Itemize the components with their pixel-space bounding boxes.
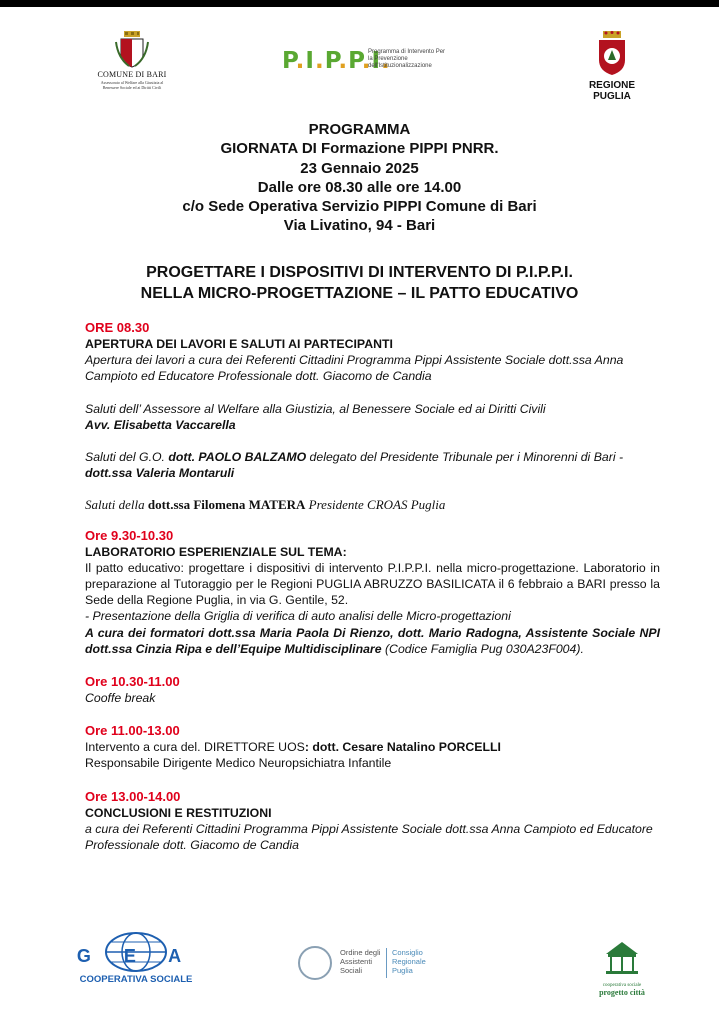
- citta-name-text: progetto città: [599, 988, 645, 997]
- session-paragraph: - Presentazione della Griglia di verifica di auto analisi delle Micro-progettazioni: [85, 609, 511, 624]
- greeting-croas-text: Saluti della: [85, 497, 148, 513]
- session-conclusions: [85, 788, 660, 854]
- session-paragraph: Cooffe break: [85, 691, 156, 706]
- trainers-text: A cura dei formatori dott.ssa Maria Paola Di Rienzo, dott. Mario Radogna, Assistente Sociale NPI dott.ssa Cinzia Ripa e dell’Equipe Multidisciplinare: [85, 625, 660, 656]
- header-programma: PROGRAMMA: [308, 121, 411, 138]
- regione-puglia-logo: [572, 30, 652, 102]
- session-laboratory: [85, 527, 660, 657]
- session-time: Ore 11.00-13.00: [85, 723, 180, 739]
- session-time: ORE 08.30: [85, 320, 150, 335]
- bari-logo-name: COMUNE DI BARI: [97, 70, 167, 79]
- citta-small-text: cooperativa sociale: [602, 983, 642, 988]
- header-date: 23 Gennaio 2025: [300, 159, 419, 177]
- header-giornata: GIORNATA DI Formazione PIPPI PNRR.: [220, 140, 499, 158]
- greeting-croas-role: Presidente CROAS Puglia: [305, 497, 446, 513]
- puglia-crest-icon: [596, 30, 628, 76]
- header-venue: c/o Sede Operativa Servizio PIPPI Comune di Bari: [182, 198, 537, 216]
- top-border: [0, 0, 719, 7]
- greeting-go-second-name: dott.ssa Valeria Montaruli: [85, 466, 235, 481]
- event-title: [0, 262, 719, 304]
- session-paragraph: [85, 625, 660, 657]
- greeting-go-name: dott. PAOLO BALZAMO: [168, 450, 307, 465]
- title-line-2: NELLA MICRO-PROGETTAZIONE – IL PATTO EDUCATIVO: [140, 285, 579, 302]
- pippi-logo-text: Programma di Intervento Per la Prevenzione dell'Istituzionalizzazione: [368, 49, 446, 69]
- pippi-logo: [282, 40, 447, 90]
- ordine-assistenti-sociali-logo: [298, 944, 448, 984]
- session-paragraph: a cura dei Referenti Cittadini Programma Pippi Assistente Sociale dott.ssa Anna Campioto ed Educatore Professionale dott. Giacomo de Candia: [85, 821, 653, 853]
- session-opening: [85, 319, 660, 514]
- session-time: Ore 13.00-14.00: [85, 788, 181, 804]
- session-intervention: [85, 722, 660, 771]
- ordine-text: Ordine degli Assistenti Sociali: [340, 948, 381, 975]
- session-time: Ore 9.30-10.30: [85, 527, 174, 543]
- intervention-speaker: : dott. Cesare Natalino PORCELLI: [304, 740, 501, 755]
- greeting-assessore: Saluti dell’ Assessore al Welfare alla Giustizia, al Benessere Sociale ed ai Diritti Civili: [85, 401, 546, 416]
- bari-crest-icon: [115, 30, 149, 68]
- session-paragraph: [85, 449, 660, 481]
- pippi-logo-word: P.I.P.P.I.: [282, 48, 391, 74]
- session-heading: APERTURA DEI LAVORI E SALUTI AI PARTECIPANTI: [85, 337, 393, 351]
- title-line-1: PROGETTARE I DISPOSITIVI DI INTERVENTO DI P.I.P.P.I.: [146, 264, 573, 281]
- puglia-logo-name: REGIONE PUGLIA: [588, 80, 636, 102]
- family-code-text: (Codice Famiglia Pug 030A23F004).: [381, 641, 584, 656]
- session-paragraph: Il patto educativo: progettare i dispositivi di intervento P.I.P.P.I. nella micro-progettazione. Laboratorio in preparazione al Tutoraggio per le Regioni PUGLIA ABRUZZO BASILICATA il 6 febbraio a BARI presso la Sede della Regione Puglia, in via G. Gentile, 52.: [85, 560, 660, 608]
- greeting-go-role: delegato del Presidente Tribunale per i Minorenni di Bari -: [306, 450, 624, 465]
- ordine-divider: [386, 948, 387, 978]
- header-address: Via Livatino, 94 - Bari: [283, 217, 436, 235]
- session-heading: CONCLUSIONI E RESTITUZIONI: [85, 805, 272, 820]
- program-content: [85, 319, 660, 853]
- gea-letters: G E A: [76, 946, 196, 966]
- gea-text: COOPERATIVA SOCIALE: [79, 974, 193, 985]
- ordine-emblem-icon: [298, 946, 332, 980]
- header-hours: Dalle ore 08.30 alle ore 14.00: [257, 178, 462, 196]
- session-paragraph: Responsabile Dirigente Medico Neuropsichiatra Infantile: [85, 756, 392, 771]
- event-header: [0, 120, 719, 236]
- session-paragraph: Apertura dei lavori a cura dei Referenti Cittadini Programma Pippi Assistente Sociale dott.ssa Anna Campioto ed Educatore Professionale dott. Giacomo de Candia: [85, 353, 624, 384]
- session-heading: LABORATORIO ESPERIENZIALE SUL TEMA:: [85, 544, 347, 559]
- session-break: [85, 673, 660, 706]
- progetto-citta-logo: [592, 940, 652, 1000]
- bari-logo-subtitle: Assessorato al Welfare alla Giustizia al Benessere Sociale ed ai Diritti Civili: [100, 80, 164, 90]
- session-paragraph: [85, 739, 660, 755]
- consiglio-text: Consiglio Regionale Puglia: [392, 948, 426, 975]
- greeting-go-text: Saluti del G.O.: [85, 450, 169, 465]
- comune-di-bari-logo: [96, 30, 168, 90]
- carousel-icon: [602, 940, 642, 976]
- intervention-text: Intervento a cura del. DIRETTORE UOS: [85, 740, 305, 755]
- session-time: Ore 10.30-11.00: [85, 674, 180, 690]
- gea-cooperativa-logo: [76, 930, 196, 986]
- session-paragraph: [85, 401, 660, 433]
- greeting-croas-name: dott.ssa Filomena MATERA: [147, 497, 306, 513]
- session-paragraph: [85, 497, 660, 513]
- greeting-assessore-name: Avv. Elisabetta Vaccarella: [85, 417, 236, 432]
